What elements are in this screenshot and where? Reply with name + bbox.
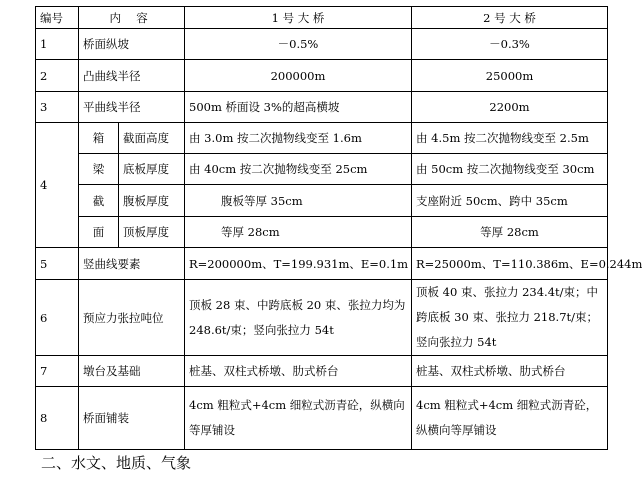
table-row: [36, 92, 608, 123]
row-bridge-2: 顶板 40 束、张拉力 234.4t/束；中跨底板 30 束、张拉力 218.7t/束；竖向张拉力 54t: [412, 280, 608, 356]
row-no: 2: [36, 60, 79, 92]
row-item: 底板厚度: [119, 154, 185, 185]
row-bridge-2: 2200m: [412, 92, 608, 123]
row-bridge-1: 500m 桥面设 3%的超高横坡: [185, 92, 412, 123]
row-bridge-1: 由 3.0m 按二次抛物线变至 1.6m: [185, 123, 412, 154]
table-row: [36, 217, 608, 248]
row-bridge-1: 顶板 28 束、中跨底板 20 束、张拉力均为 248.6t/束；竖向张拉力 54t: [185, 280, 412, 356]
row-no: 5: [36, 248, 79, 280]
row-item: 桥面铺装: [79, 387, 185, 450]
section-heading: 二、水文、地质、气象: [41, 454, 192, 472]
row-item: 墩台及基础: [79, 356, 185, 387]
table-row: [36, 123, 608, 154]
row-bridge-2: －0.3%: [412, 29, 608, 60]
group-label-char: 面: [79, 217, 119, 248]
table-row: [36, 356, 608, 387]
row-bridge-1: －0.5%: [185, 29, 412, 60]
group-label-char: 箱: [79, 123, 119, 154]
row-item: 腹板厚度: [119, 185, 185, 217]
bridge-spec-table: [35, 6, 642, 450]
row-no: 1: [36, 29, 79, 60]
group-label-char: 梁: [79, 154, 119, 185]
table-row: [36, 248, 608, 280]
row-bridge-1: 4cm 粗粒式+4cm 细粒式沥青砼，纵横向等厚铺设: [185, 387, 412, 450]
row-item: 预应力张拉吨位: [79, 280, 185, 356]
row-item: 凸曲线半径: [79, 60, 185, 92]
group-label-char: 截: [79, 185, 119, 217]
row-bridge-2: 桩基、双柱式桥墩、肋式桥台: [412, 356, 608, 387]
row-bridge-2: 支座附近 50cm、跨中 35cm: [412, 185, 608, 217]
row-bridge-1: 等厚 28cm: [185, 217, 412, 248]
header-content: 内 容: [79, 7, 185, 29]
table-row: [36, 185, 608, 217]
row-bridge-1: R=200000m、T=199.931m、E=0.1m: [185, 248, 412, 280]
table-row: [36, 280, 608, 356]
row-bridge-1: 腹板等厚 35cm: [185, 185, 412, 217]
table-row: [36, 60, 608, 92]
row-no: 6: [36, 280, 79, 356]
header-bridge-1: 1 号 大 桥: [185, 7, 412, 29]
table-row: [36, 29, 608, 60]
row-item: 竖曲线要素: [79, 248, 185, 280]
row-no: 7: [36, 356, 79, 387]
row-item: 顶板厚度: [119, 217, 185, 248]
row-bridge-2: 由 50cm 按二次抛物线变至 30cm: [412, 154, 608, 185]
row-bridge-1: 200000m: [185, 60, 412, 92]
row-bridge-1: 由 40cm 按二次抛物线变至 25cm: [185, 154, 412, 185]
row-bridge-2: 等厚 28cm: [412, 217, 608, 248]
row-item: 桥面纵坡: [79, 29, 185, 60]
row-item: 截面高度: [119, 123, 185, 154]
row-no: 8: [36, 387, 79, 450]
row-item: 平曲线半径: [79, 92, 185, 123]
table-row: [36, 387, 608, 450]
header-bridge-2: 2 号 大 桥: [412, 7, 608, 29]
header-no: 编号: [36, 7, 79, 29]
table-row: [36, 154, 608, 185]
table-header-row: [36, 7, 608, 29]
row-bridge-2: 4cm 粗粒式+4cm 细粒式沥青砼，纵横向等厚铺设: [412, 387, 608, 450]
row-bridge-2: 由 4.5m 按二次抛物线变至 2.5m: [412, 123, 608, 154]
row-bridge-1: 桩基、双柱式桥墩、肋式桥台: [185, 356, 412, 387]
row-bridge-2: 25000m: [412, 60, 608, 92]
row-no: 3: [36, 92, 79, 123]
row-bridge-2: R=25000m、T=110.386m、E=0.244m: [412, 248, 608, 280]
row-no: 4: [36, 123, 79, 248]
